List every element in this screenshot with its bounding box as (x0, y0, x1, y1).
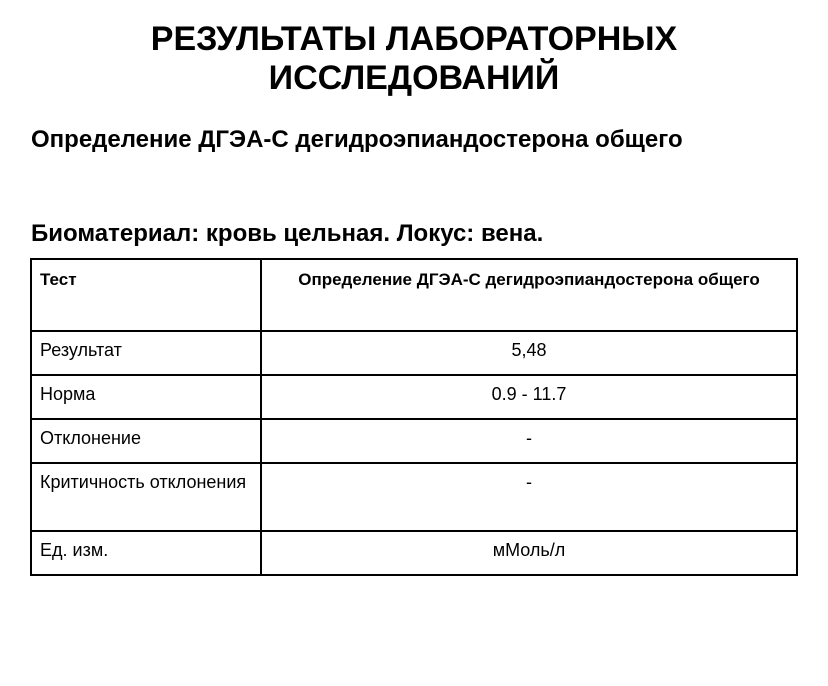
page-title-line-2: ИССЛЕДОВАНИЙ (268, 59, 560, 97)
table-row-units (31, 531, 797, 575)
row-label-cell: Отклонение (31, 419, 261, 463)
row-value-cell: - (261, 419, 797, 463)
biomaterial-info: Биоматериал: кровь цельная. Локус: вена. (31, 220, 544, 247)
row-label-cell: Результат (31, 331, 261, 375)
table-row-result (31, 331, 797, 375)
table-row-criticality (31, 463, 797, 531)
row-value-cell: 0.9 - 11.7 (261, 375, 797, 419)
table-header-row (31, 259, 797, 331)
row-value-cell: мМоль/л (261, 531, 797, 575)
page-title-line-1: РЕЗУЛЬТАТЫ ЛАБОРАТОРНЫХ (150, 20, 678, 58)
row-label-cell: Норма (31, 375, 261, 419)
results-table (30, 258, 798, 576)
row-label-cell: Ед. изм. (31, 531, 261, 575)
row-value-cell: 5,48 (261, 331, 797, 375)
row-label-cell: Критичность отклонения (31, 463, 261, 531)
header-value-cell: Определение ДГЭА-С дегидроэпиандостерона общего (261, 259, 797, 331)
test-title: Определение ДГЭА-С дегидроэпиандостерона общего (31, 126, 683, 153)
row-value-cell: - (261, 463, 797, 531)
table-row-norm (31, 375, 797, 419)
page-title (0, 20, 828, 98)
table-row-deviation (31, 419, 797, 463)
header-label-cell: Тест (31, 259, 261, 331)
